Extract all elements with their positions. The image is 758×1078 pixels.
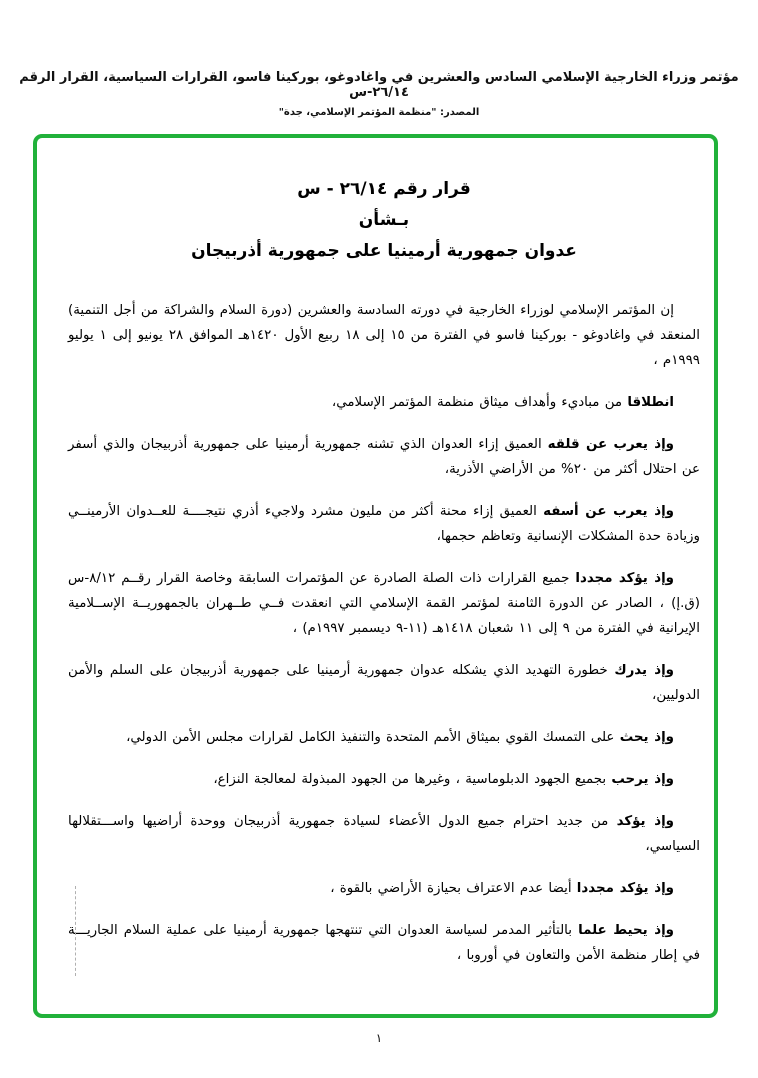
paragraph-text: خطورة التهديد الذي يشكله عدوان جمهورية أرمينيا على جمهورية أذربيجان على السلم والأمن الدوليين، (68, 663, 700, 703)
header-citation-line: مؤتمر وزراء الخارجية الإسلامي السادس والعشرين في واغادوغو، بوركينا فاسو، القرارات السياسية، القرار الرقم ٢٦/١٤-س (19, 70, 739, 100)
preamble-paragraph (68, 566, 700, 641)
paragraph-lead: وإذ يؤكد مجددا (575, 571, 674, 586)
paragraph-text: بجميع الجهود الدبلوماسية ، وغيرها من الجهود المبذولة لمعالجة النزاع، (213, 772, 612, 787)
scan-artifact-dashed-line (75, 886, 76, 976)
preamble-paragraph (68, 725, 700, 750)
preamble-paragraph (68, 658, 700, 708)
paragraph-text: على التمسك القوي بميثاق الأمم المتحدة والتنفيذ الكامل لقرارات مجلس الأمن الدولي، (126, 730, 620, 745)
paragraph-text: من مباديء وأهداف ميثاق منظمة المؤتمر الإسلامي، (331, 395, 628, 410)
page-number: ١ (375, 1031, 383, 1045)
preamble-paragraph (68, 390, 700, 415)
green-frame (33, 134, 718, 1018)
paragraph-text: أيضا عدم الاعتراف بحيازة الأراضي بالقوة ، (330, 881, 577, 896)
preamble-paragraph (68, 809, 700, 859)
resolution-body (68, 298, 700, 968)
document-header (0, 70, 758, 118)
paragraph-text: العميق إزاء العدوان الذي تشنه جمهورية أرمينيا على جمهورية أذربيجان والذي أسفر عن احتلال أكثر من ٢٠% من الأراضي الأذرية، (68, 437, 700, 477)
paragraph-lead: وإذ يؤكد (616, 814, 674, 829)
paragraph-lead: وإذ يؤكد مجددا (576, 881, 674, 896)
preamble-paragraph (68, 876, 700, 901)
paragraph-lead: انطلاقا (627, 395, 674, 410)
preamble-paragraph (68, 432, 700, 482)
paragraph-text: العميق إزاء محنة أكثر من مليون مشرد ولاجيء أذري نتيجــــة للعــدوان الأرمينــي وزيادة حدة المشكلات الإنسانية وتعاظم حجمها، (68, 504, 700, 544)
paragraph-lead: وإذ يحيط علما (578, 923, 674, 938)
resolution-number-line: قرار رقم ٢٦/١٤ - س (297, 179, 471, 199)
paragraph-lead: وإذ يحث (619, 730, 674, 745)
preamble-paragraph (68, 298, 700, 373)
paragraph-text: من جديد احترام جميع الدول الأعضاء لسيادة جمهورية أذربيجان ووحدة أراضيها واســـتقلالها السياسي، (68, 814, 700, 854)
paragraph-lead: وإذ يعرب عن أسفه (543, 504, 674, 519)
paragraph-text: جميع القرارات ذات الصلة الصادرة عن المؤتمرات السابقة وخاصة القرار رقــم ٨/١٢-س (ق.إ) ، الصادر عن الدورة الثامنة لمؤتمر القمة الإسلامي التي انعقدت فــي طــهران بالجمهوريــة الإســلامية الإيرانية في الفترة من ٩ إلى ١١ شعبان ١٤١٨هـ (١١-٩ ديسمبر ١٩٩٧م) ، (68, 571, 700, 636)
preamble-paragraph (68, 767, 700, 792)
resolution-subject-line: عدوان جمهورية أرمينيا على جمهورية أذربيجان (191, 241, 577, 261)
preamble-paragraph (68, 499, 700, 549)
paragraph-text: إن المؤتمر الإسلامي لوزراء الخارجية في دورته السادسة والعشرين (دورة السلام والشراكة من أجل التنمية) المنعقد في واغادوغو - بوركينا فاسو في الفترة من ١٥ إلى ١٨ ربيع الأول ١٤٢٠هـ الموافق ٢٨ يونيو إلى ١ يوليو ١٩٩٩م ، (68, 303, 700, 368)
resolution-regarding-line: بـشأن (358, 210, 410, 230)
resolution-title (68, 174, 700, 267)
paragraph-text: بالتأثير المدمر لسياسة العدوان التي تنتهجها جمهورية أرمينيا على عملية السلام الجاريـــة في إطار منظمة الأمن والتعاون في أوروبا ، (68, 923, 700, 963)
preamble-paragraph (68, 918, 700, 968)
paragraph-lead: وإذ يرحب (611, 772, 674, 787)
paragraph-lead: وإذ يعرب عن قلقه (547, 437, 674, 452)
paragraph-lead: وإذ يدرك (614, 663, 674, 678)
header-source-line: المصدر: "منظمة المؤتمر الإسلامي، جدة" (278, 107, 480, 118)
